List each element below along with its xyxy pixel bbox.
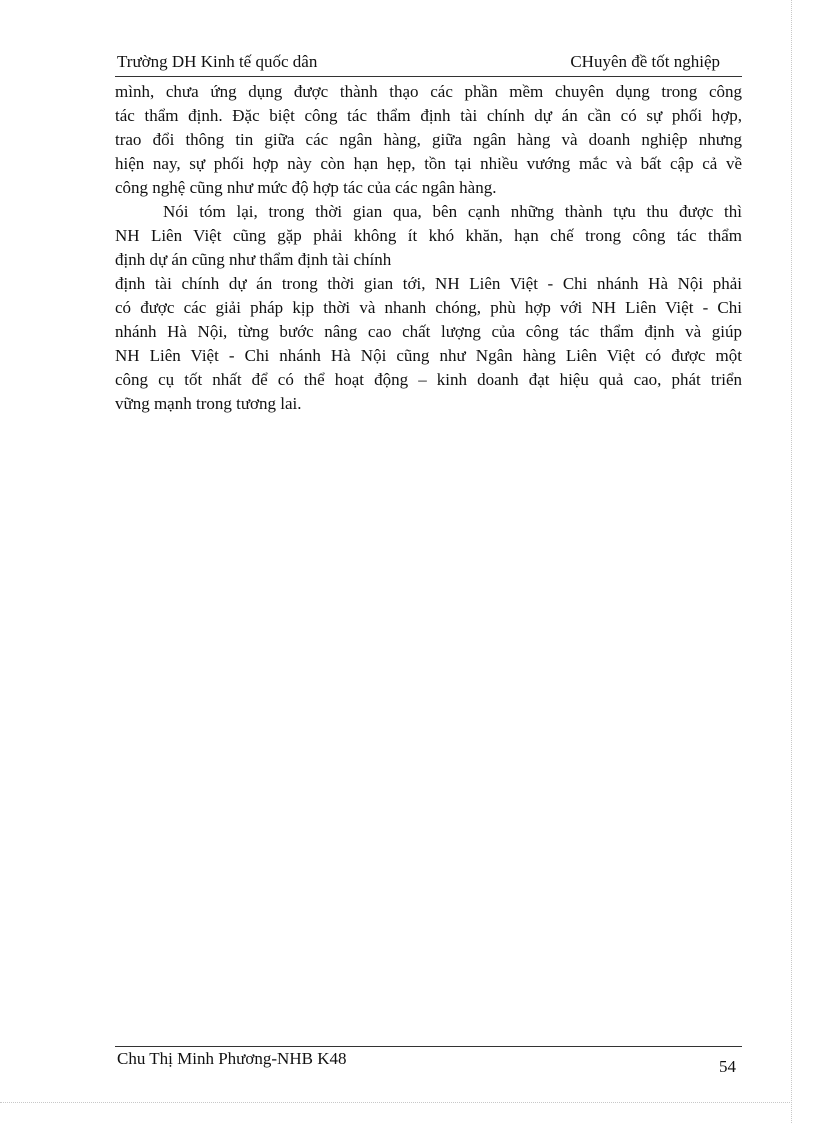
header-school-name: Trường DH Kinh tế quốc dân bbox=[117, 52, 318, 71]
page-number: 54 bbox=[719, 1057, 736, 1076]
body-line: có được các giải pháp kịp thời và nhanh chóng, phù hợp với NH Liên Việt - Chi bbox=[115, 298, 742, 317]
page-edge-right bbox=[791, 0, 792, 1123]
page-footer bbox=[115, 1046, 742, 1076]
header-document-type: CHuyên đề tốt nghiệp bbox=[570, 52, 720, 71]
body-line: tác thẩm định. Đặc biệt công tác thẩm định tài chính dự án cần có sự phối hợp, bbox=[115, 106, 742, 125]
body-line: hiện nay, sự phối hợp này còn hạn hẹp, tồn tại nhiều vướng mắc và bất cập cả về bbox=[115, 154, 742, 173]
body-line: công cụ tốt nhất để có thể hoạt động – kinh doanh đạt hiệu quả cao, phát triển bbox=[115, 370, 742, 389]
body-line: nhánh Hà Nội, từng bước nâng cao chất lượng của công tác thẩm định và giúp bbox=[115, 322, 742, 341]
body-line: mình, chưa ứng dụng được thành thạo các phần mềm chuyên dụng trong công bbox=[115, 82, 742, 101]
page-header bbox=[115, 50, 742, 77]
body-line: vững mạnh trong tương lai. bbox=[115, 394, 302, 413]
document-body bbox=[115, 80, 742, 416]
body-line: NH Liên Việt - Chi nhánh Hà Nội cũng như Ngân hàng Liên Việt có được một bbox=[115, 346, 742, 365]
body-line: công nghệ cũng như mức độ hợp tác của các ngân hàng. bbox=[115, 178, 497, 197]
page-edge-bottom bbox=[0, 1102, 792, 1103]
body-line: trao đổi thông tin giữa các ngân hàng, giữa ngân hàng và doanh nghiệp nhưng bbox=[115, 130, 742, 149]
footer-author: Chu Thị Minh Phương-NHB K48 bbox=[117, 1049, 347, 1068]
body-line-paragraph-start: Nói tóm lại, trong thời gian qua, bên cạnh những thành tựu thu được thì bbox=[163, 202, 742, 221]
body-line: NH Liên Việt cũng gặp phải không ít khó khăn, hạn chế trong công tác thẩm bbox=[115, 226, 742, 245]
body-line: định tài chính dự án trong thời gian tới, NH Liên Việt - Chi nhánh Hà Nội phải bbox=[115, 274, 742, 293]
body-line: định dự án cũng như thẩm định tài chính bbox=[115, 250, 392, 269]
